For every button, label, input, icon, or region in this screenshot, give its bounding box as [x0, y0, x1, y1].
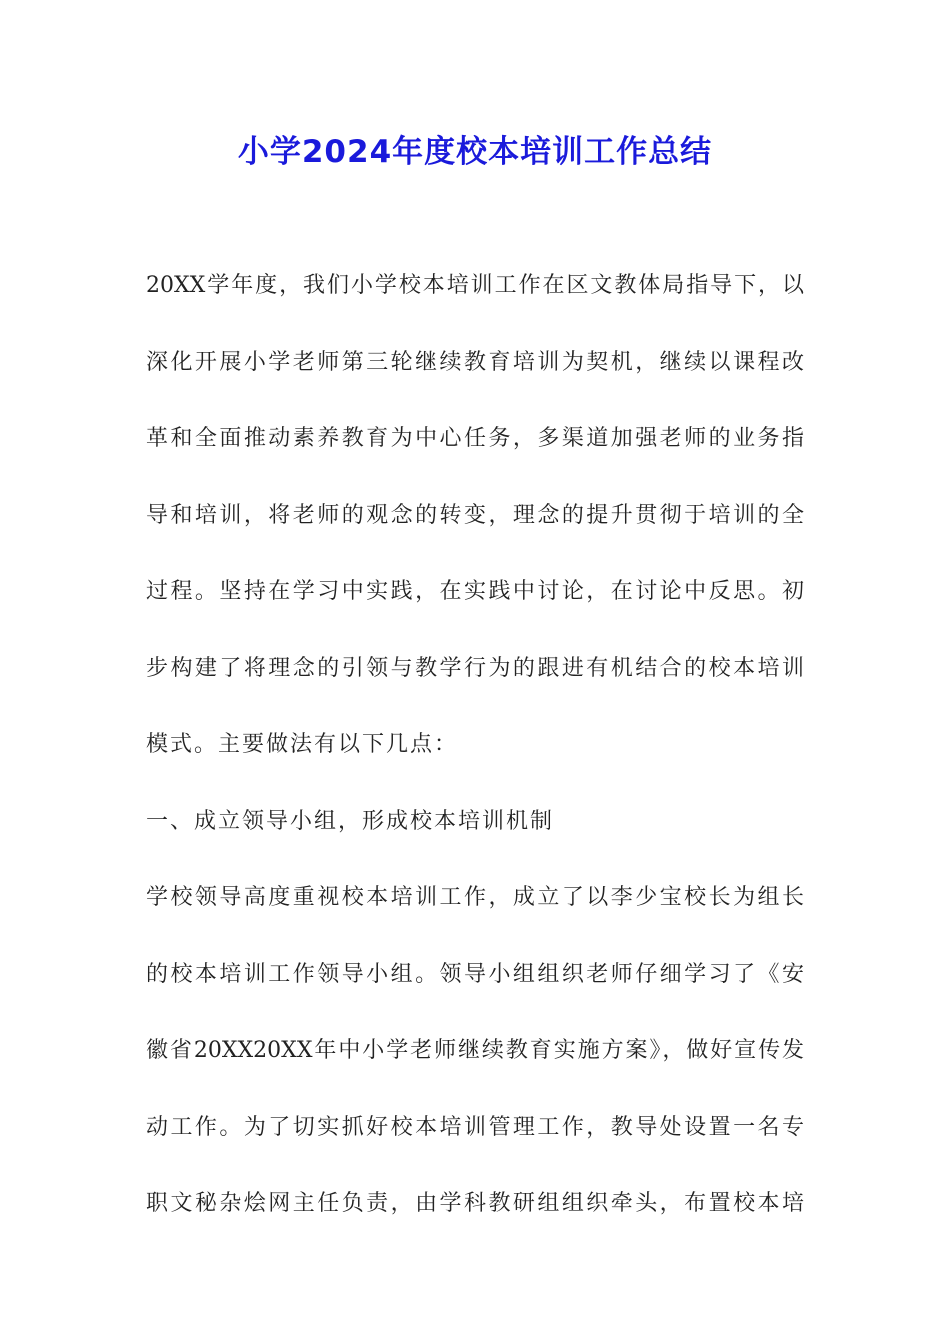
paragraph-line: 步构建了将理念的引领与教学行为的跟进有机结合的校本培训: [146, 655, 804, 681]
document-title: 小学2024年度校本培训工作总结: [237, 134, 713, 170]
paragraph-line: 革和全面推动素养教育为中心任务，多渠道加强老师的业务指: [146, 426, 804, 451]
paragraph-line: 模式。主要做法有以下几点：: [146, 732, 459, 757]
paragraph-line: 深化开展小学老师第三轮继续教育培训为契机，继续以课程改: [146, 349, 804, 375]
document-body: [146, 259, 804, 1254]
paragraph-line: 职文秘杂烩网主任负责，由学科教研组组织牵头，布置校本培: [146, 1191, 804, 1216]
paragraph-line: 徽省20XX20XX年中小学老师继续教育实施方案》，做好宣传发: [146, 1038, 804, 1063]
paragraph-line: 动工作。为了切实抓好校本培训管理工作，教导处设置一名专: [146, 1114, 804, 1140]
paragraph-line: 导和培训，将老师的观念的转变，理念的提升贯彻于培训的全: [146, 502, 804, 528]
paragraph-line: 20XX学年度，我们小学校本培训工作在区文教体局指导下，以: [146, 273, 804, 298]
paragraph-line: 一、成立领导小组，形成校本培训机制: [146, 808, 555, 834]
paragraph-line: 学校领导高度重视校本培训工作，成立了以李少宝校长为组长: [146, 885, 804, 910]
paragraph-line: 的校本培训工作领导小组。领导小组组织老师仔细学习了《安: [146, 961, 804, 987]
paragraph-line: 过程。坚持在学习中实践，在实践中讨论，在讨论中反思。初: [146, 579, 804, 604]
